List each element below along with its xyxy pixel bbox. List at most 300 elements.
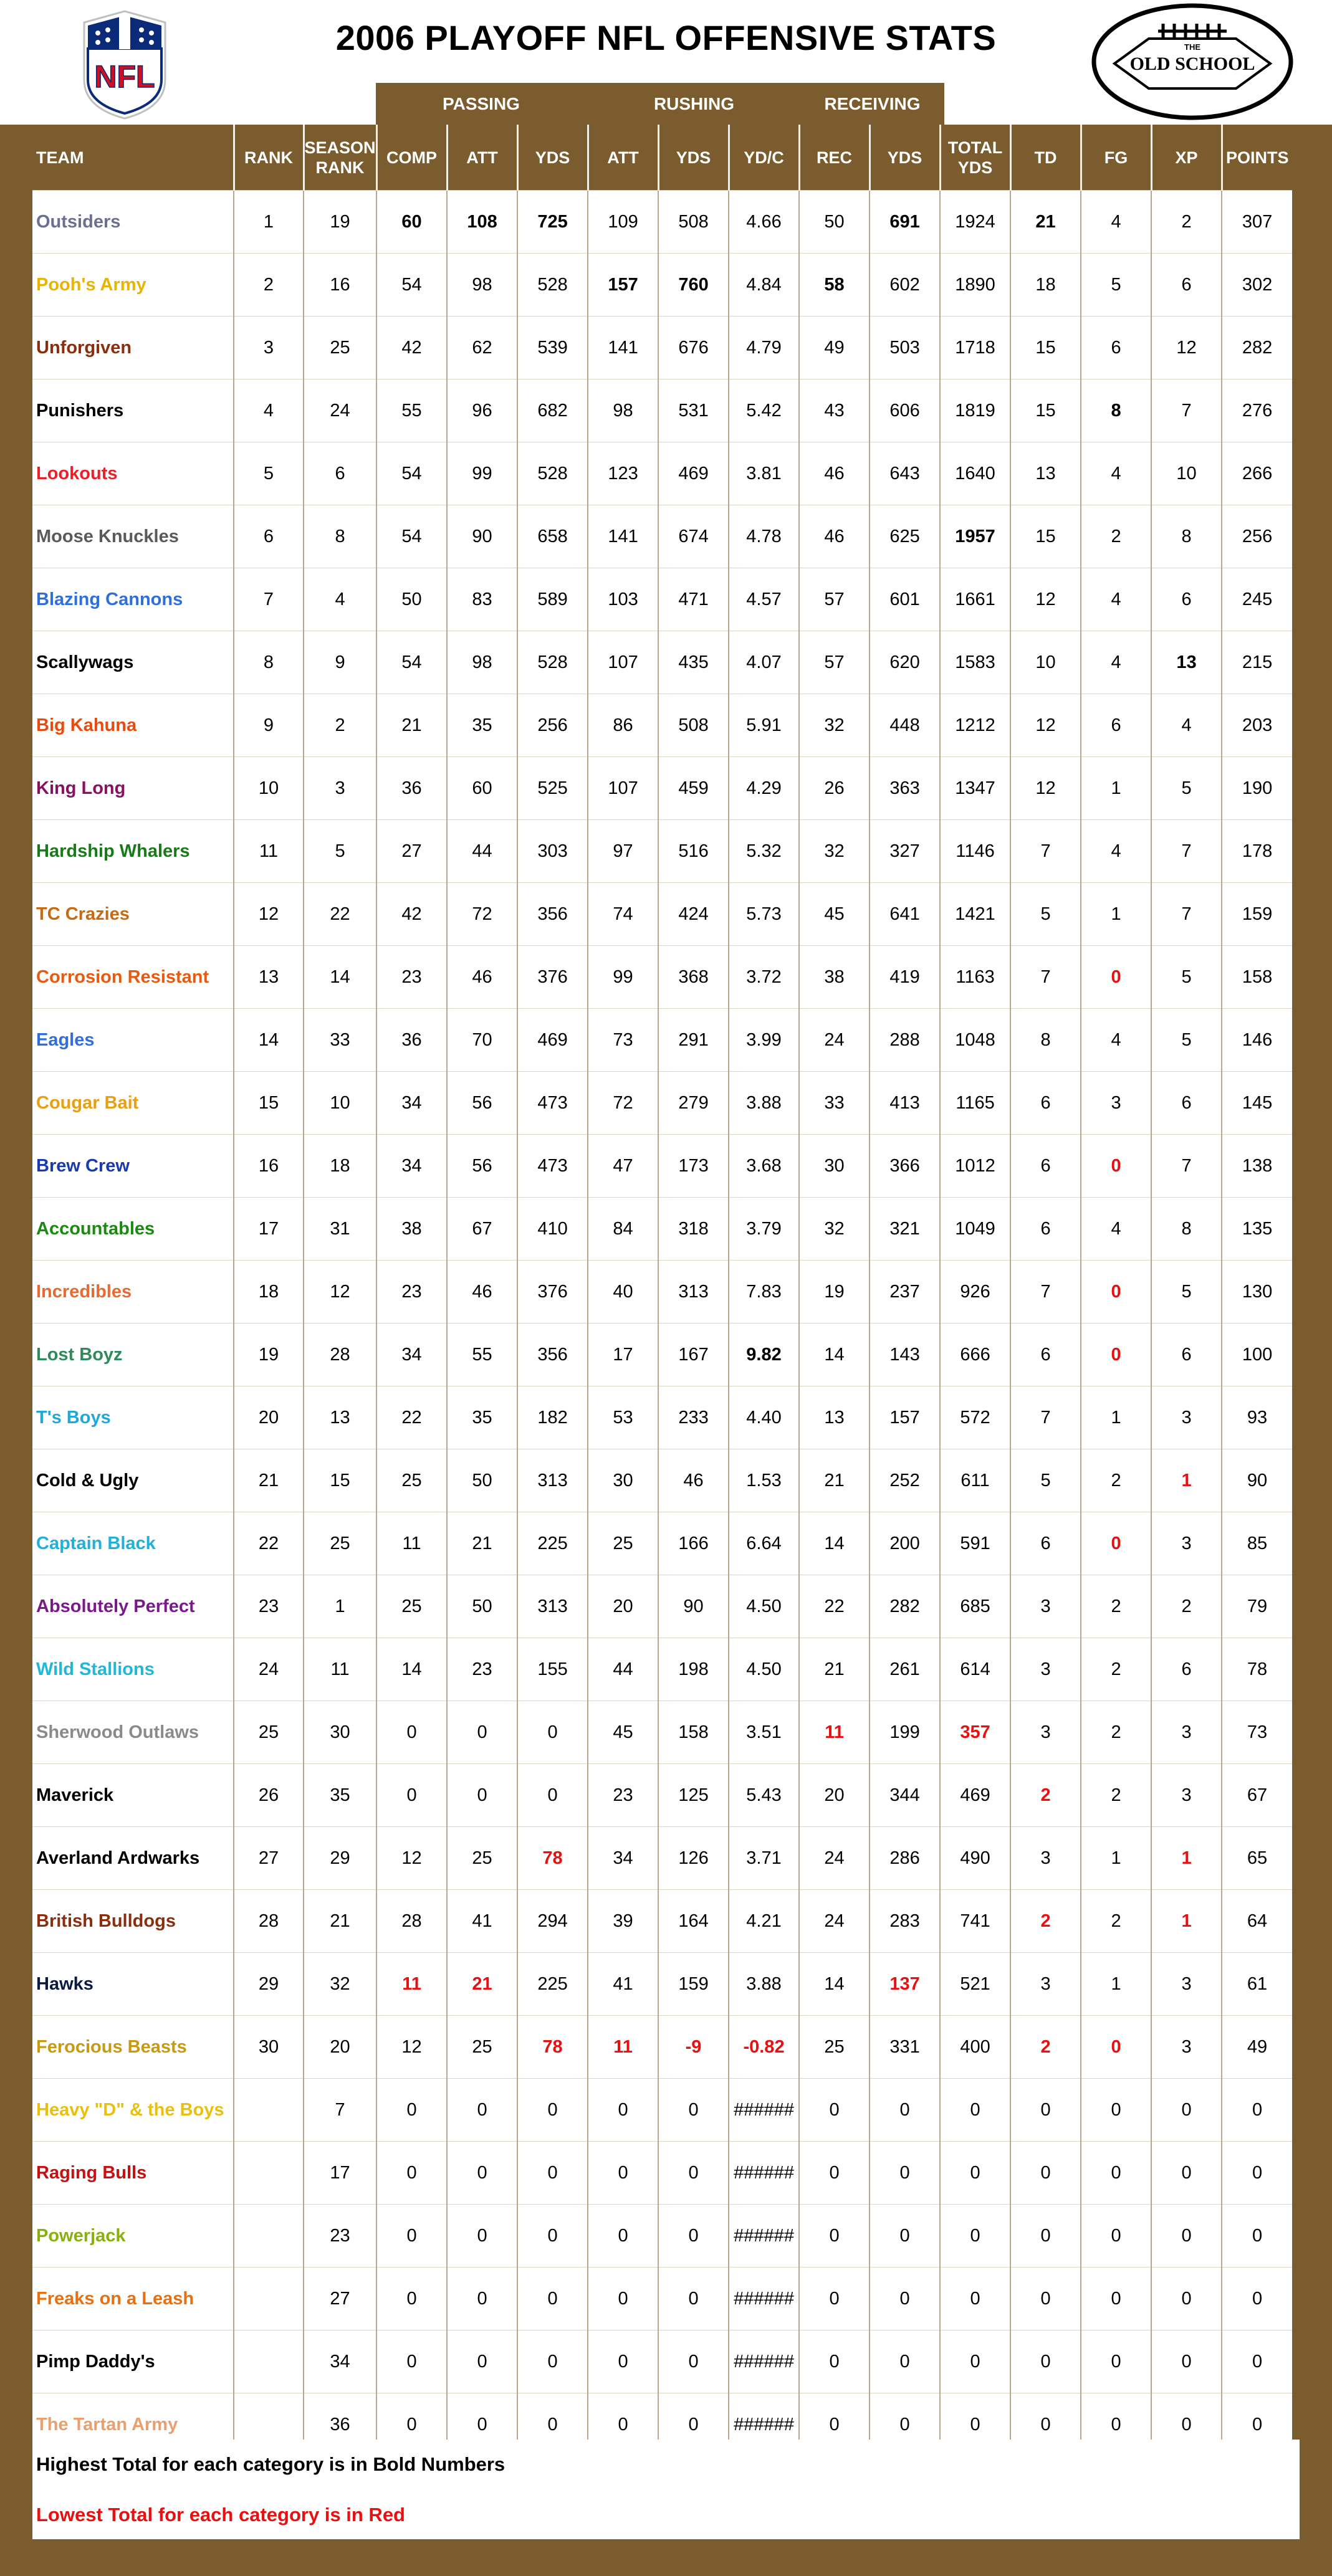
cell-rec: 21	[799, 1638, 870, 1701]
cell-yd-per-carry: 7.83	[729, 1261, 799, 1324]
table-row	[32, 442, 1292, 505]
cell-rush-yds: 313	[658, 1261, 729, 1324]
cell-rush-att: 0	[588, 2393, 658, 2456]
cell-season-rank: 22	[304, 883, 376, 946]
team-name: Brew Crew	[32, 1135, 234, 1198]
cell-total-yds: 1583	[940, 631, 1010, 694]
cell-comp: 60	[376, 191, 447, 254]
cell-comp: 0	[376, 2268, 447, 2330]
cell-rank: 2	[234, 254, 304, 317]
cell-points: 245	[1222, 568, 1292, 631]
cell-xp: 8	[1151, 1198, 1222, 1261]
cell-season-rank: 12	[304, 1261, 376, 1324]
cell-rush-att: 17	[588, 1324, 658, 1386]
cell-rec: 24	[799, 1890, 870, 1953]
cell-td: 7	[1010, 1386, 1081, 1449]
cell-rush-yds: 676	[658, 317, 729, 379]
cell-pass-att: 98	[447, 254, 517, 317]
table-row	[32, 1638, 1292, 1701]
cell-points: 302	[1222, 254, 1292, 317]
cell-rec-yds: 327	[870, 820, 940, 883]
cell-td: 7	[1010, 820, 1081, 883]
cell-fg: 2	[1081, 1890, 1151, 1953]
nfl-logo-text: NFL	[94, 59, 155, 94]
cell-rec: 30	[799, 1135, 870, 1198]
cell-rank	[234, 2142, 304, 2205]
cell-season-rank: 10	[304, 1072, 376, 1135]
cell-season-rank: 3	[304, 757, 376, 820]
cell-total-yds: 1212	[940, 694, 1010, 757]
team-name: T's Boys	[32, 1386, 234, 1449]
team-name: Scallywags	[32, 631, 234, 694]
cell-pass-yds: 376	[517, 1261, 588, 1324]
cell-pass-yds: 528	[517, 442, 588, 505]
cell-rec: 0	[799, 2393, 870, 2456]
cell-xp: 0	[1151, 2268, 1222, 2330]
cell-comp: 0	[376, 2393, 447, 2456]
cell-rank: 5	[234, 442, 304, 505]
cell-pass-yds: 473	[517, 1135, 588, 1198]
team-name: Blazing Cannons	[32, 568, 234, 631]
cell-rush-att: 72	[588, 1072, 658, 1135]
cell-comp: 0	[376, 2142, 447, 2205]
cell-fg: 4	[1081, 820, 1151, 883]
table-row	[32, 2205, 1292, 2268]
cell-td: 7	[1010, 1261, 1081, 1324]
cell-rec-yds: 0	[870, 2079, 940, 2142]
cell-xp: 1	[1151, 1827, 1222, 1890]
cell-rec: 24	[799, 1009, 870, 1072]
cell-rec: 50	[799, 191, 870, 254]
cell-fg: 1	[1081, 757, 1151, 820]
cell-rec: 32	[799, 694, 870, 757]
cell-xp: 2	[1151, 1575, 1222, 1638]
cell-rec: 32	[799, 820, 870, 883]
cell-fg: 0	[1081, 2205, 1151, 2268]
cell-total-yds: 357	[940, 1701, 1010, 1764]
team-name: Hawks	[32, 1953, 234, 2016]
cell-rush-att: 40	[588, 1261, 658, 1324]
cell-yd-per-carry: 4.50	[729, 1638, 799, 1701]
cell-rush-att: 41	[588, 1953, 658, 2016]
cell-rush-yds: 90	[658, 1575, 729, 1638]
cell-total-yds: 1421	[940, 883, 1010, 946]
cell-rec-yds: 0	[870, 2205, 940, 2268]
team-name: Hardship Whalers	[32, 820, 234, 883]
team-name: Pooh's Army	[32, 254, 234, 317]
cell-season-rank: 13	[304, 1386, 376, 1449]
cell-rec-yds: 0	[870, 2268, 940, 2330]
cell-td: 2	[1010, 2016, 1081, 2079]
team-name: Corrosion Resistant	[32, 946, 234, 1009]
cell-total-yds: 1163	[940, 946, 1010, 1009]
team-name: Maverick	[32, 1764, 234, 1827]
cell-fg: 0	[1081, 946, 1151, 1009]
cell-pass-yds: 0	[517, 2142, 588, 2205]
cell-pass-yds: 0	[517, 2079, 588, 2142]
cell-rec: 14	[799, 1953, 870, 2016]
team-name: Big Kahuna	[32, 694, 234, 757]
cell-rush-att: 20	[588, 1575, 658, 1638]
cell-rush-att: 0	[588, 2268, 658, 2330]
team-name: Captain Black	[32, 1512, 234, 1575]
cell-pass-att: 60	[447, 757, 517, 820]
cell-comp: 42	[376, 317, 447, 379]
cell-rank: 10	[234, 757, 304, 820]
cell-rec-yds: 283	[870, 1890, 940, 1953]
cell-pass-att: 0	[447, 2142, 517, 2205]
cell-points: 146	[1222, 1009, 1292, 1072]
cell-td: 15	[1010, 317, 1081, 379]
cell-rush-att: 44	[588, 1638, 658, 1701]
cell-pass-att: 50	[447, 1449, 517, 1512]
cell-comp: 21	[376, 694, 447, 757]
cell-rec-yds: 0	[870, 2393, 940, 2456]
cell-td: 10	[1010, 631, 1081, 694]
cell-td: 7	[1010, 946, 1081, 1009]
team-name: Powerjack	[32, 2205, 234, 2268]
cell-rec-yds: 200	[870, 1512, 940, 1575]
cell-rank: 30	[234, 2016, 304, 2079]
cell-xp: 4	[1151, 694, 1222, 757]
cell-season-rank: 25	[304, 1512, 376, 1575]
cell-total-yds: 926	[940, 1261, 1010, 1324]
cell-total-yds: 1165	[940, 1072, 1010, 1135]
cell-pass-yds: 469	[517, 1009, 588, 1072]
cell-td: 6	[1010, 1072, 1081, 1135]
cell-xp: 5	[1151, 1009, 1222, 1072]
table-row	[32, 568, 1292, 631]
cell-season-rank: 21	[304, 1890, 376, 1953]
table-row	[32, 820, 1292, 883]
cell-rank: 19	[234, 1324, 304, 1386]
cell-points: 0	[1222, 2268, 1292, 2330]
old-school-football-logo	[1090, 1, 1295, 123]
cell-rush-yds: 159	[658, 1953, 729, 2016]
cell-yd-per-carry: 3.71	[729, 1827, 799, 1890]
cell-comp: 34	[376, 1072, 447, 1135]
cell-rec: 38	[799, 946, 870, 1009]
cell-total-yds: 1661	[940, 568, 1010, 631]
cell-total-yds: 400	[940, 2016, 1010, 2079]
team-name: Raging Bulls	[32, 2142, 234, 2205]
cell-xp: 6	[1151, 254, 1222, 317]
cell-rank: 26	[234, 1764, 304, 1827]
cell-pass-yds: 155	[517, 1638, 588, 1701]
cell-comp: 36	[376, 757, 447, 820]
cell-total-yds: 685	[940, 1575, 1010, 1638]
cell-rush-yds: 233	[658, 1386, 729, 1449]
old-school-logo-top-text: THE	[1184, 42, 1200, 52]
team-name: Ferocious Beasts	[32, 2016, 234, 2079]
cell-rush-att: 0	[588, 2142, 658, 2205]
cell-rush-yds: 158	[658, 1701, 729, 1764]
cell-rank: 18	[234, 1261, 304, 1324]
cell-pass-att: 0	[447, 2205, 517, 2268]
cell-pass-att: 83	[447, 568, 517, 631]
cell-yd-per-carry: 3.68	[729, 1135, 799, 1198]
cell-td: 12	[1010, 568, 1081, 631]
cell-yd-per-carry: 1.53	[729, 1449, 799, 1512]
cell-pass-att: 23	[447, 1638, 517, 1701]
cell-pass-att: 0	[447, 2268, 517, 2330]
cell-season-rank: 20	[304, 2016, 376, 2079]
cell-pass-yds: 356	[517, 1324, 588, 1386]
cell-pass-yds: 78	[517, 1827, 588, 1890]
legend-red-note: Lowest Total for each category is in Red	[36, 2504, 405, 2526]
cell-total-yds: 490	[940, 1827, 1010, 1890]
cell-total-yds: 1890	[940, 254, 1010, 317]
cell-season-rank: 18	[304, 1135, 376, 1198]
cell-fg: 4	[1081, 191, 1151, 254]
cell-rush-att: 107	[588, 757, 658, 820]
cell-rec: 33	[799, 1072, 870, 1135]
cell-rush-att: 97	[588, 820, 658, 883]
cell-rank: 4	[234, 379, 304, 442]
cell-total-yds: 1048	[940, 1009, 1010, 1072]
cell-rush-yds: 424	[658, 883, 729, 946]
column-header-team: TEAM	[32, 125, 234, 191]
cell-rec: 11	[799, 1701, 870, 1764]
cell-rec-yds: 252	[870, 1449, 940, 1512]
cell-rec: 0	[799, 2330, 870, 2393]
team-name: Sherwood Outlaws	[32, 1701, 234, 1764]
cell-comp: 25	[376, 1575, 447, 1638]
cell-rec: 24	[799, 1827, 870, 1890]
column-header-rec-yds: YDS	[870, 125, 940, 191]
table-row	[32, 1386, 1292, 1449]
cell-td: 21	[1010, 191, 1081, 254]
cell-xp: 3	[1151, 1764, 1222, 1827]
group-header-receiving: RECEIVING	[824, 93, 921, 113]
page-title: 2006 PLAYOFF NFL OFFENSIVE STATS	[335, 18, 997, 57]
cell-season-rank: 1	[304, 1575, 376, 1638]
cell-pass-yds: 539	[517, 317, 588, 379]
cell-yd-per-carry: 6.64	[729, 1512, 799, 1575]
cell-td: 15	[1010, 505, 1081, 568]
cell-rec: 0	[799, 2079, 870, 2142]
cell-fg: 0	[1081, 2330, 1151, 2393]
cell-rec-yds: 641	[870, 883, 940, 946]
team-name: TC Crazies	[32, 883, 234, 946]
cell-rush-att: 0	[588, 2079, 658, 2142]
cell-rec-yds: 261	[870, 1638, 940, 1701]
cell-yd-per-carry: 4.40	[729, 1386, 799, 1449]
cell-rush-att: 103	[588, 568, 658, 631]
cell-xp: 10	[1151, 442, 1222, 505]
cell-points: 159	[1222, 883, 1292, 946]
cell-fg: 4	[1081, 1198, 1151, 1261]
cell-total-yds: 1957	[940, 505, 1010, 568]
cell-pass-att: 0	[447, 2330, 517, 2393]
table-row	[32, 1764, 1292, 1827]
table-row	[32, 1072, 1292, 1135]
column-header-td: TD	[1010, 125, 1081, 191]
cell-total-yds: 469	[940, 1764, 1010, 1827]
cell-td: 0	[1010, 2330, 1081, 2393]
cell-rec: 43	[799, 379, 870, 442]
cell-comp: 34	[376, 1324, 447, 1386]
cell-fg: 4	[1081, 631, 1151, 694]
cell-pass-yds: 0	[517, 2393, 588, 2456]
cell-rush-att: 74	[588, 883, 658, 946]
cell-td: 5	[1010, 883, 1081, 946]
cell-yd-per-carry: ######	[729, 2393, 799, 2456]
cell-rec-yds: 625	[870, 505, 940, 568]
cell-xp: 5	[1151, 757, 1222, 820]
column-header-total-yds: TOTAL YDS	[940, 125, 1010, 191]
cell-rank: 27	[234, 1827, 304, 1890]
cell-season-rank: 6	[304, 442, 376, 505]
cell-rank: 17	[234, 1198, 304, 1261]
cell-season-rank: 23	[304, 2205, 376, 2268]
cell-td: 15	[1010, 379, 1081, 442]
cell-rec-yds: 620	[870, 631, 940, 694]
group-header-passing: PASSING	[443, 93, 520, 113]
group-header-rushing: RUSHING	[653, 93, 735, 113]
cell-total-yds: 1012	[940, 1135, 1010, 1198]
cell-rec-yds: 0	[870, 2330, 940, 2393]
cell-yd-per-carry: 4.50	[729, 1575, 799, 1638]
cell-pass-att: 46	[447, 1261, 517, 1324]
legend-box	[32, 2440, 1300, 2539]
cell-xp: 3	[1151, 1512, 1222, 1575]
cell-yd-per-carry: 4.07	[729, 631, 799, 694]
cell-fg: 4	[1081, 442, 1151, 505]
cell-rec-yds: 157	[870, 1386, 940, 1449]
cell-rank: 25	[234, 1701, 304, 1764]
cell-rank	[234, 2205, 304, 2268]
cell-rec-yds: 344	[870, 1764, 940, 1827]
cell-xp: 6	[1151, 1638, 1222, 1701]
table-row	[32, 1449, 1292, 1512]
cell-season-rank: 9	[304, 631, 376, 694]
team-name: King Long	[32, 757, 234, 820]
cell-total-yds: 1347	[940, 757, 1010, 820]
cell-xp: 7	[1151, 1135, 1222, 1198]
column-header-rec: REC	[799, 125, 870, 191]
cell-xp: 5	[1151, 946, 1222, 1009]
table-row	[32, 694, 1292, 757]
cell-season-rank: 35	[304, 1764, 376, 1827]
cell-points: 130	[1222, 1261, 1292, 1324]
cell-rush-yds: 435	[658, 631, 729, 694]
cell-fg: 4	[1081, 1009, 1151, 1072]
cell-rush-yds: 469	[658, 442, 729, 505]
cell-comp: 36	[376, 1009, 447, 1072]
cell-season-rank: 2	[304, 694, 376, 757]
cell-yd-per-carry: 4.79	[729, 317, 799, 379]
cell-rec: 32	[799, 1198, 870, 1261]
cell-yd-per-carry: 3.99	[729, 1009, 799, 1072]
cell-total-yds: 611	[940, 1449, 1010, 1512]
cell-xp: 1	[1151, 1449, 1222, 1512]
cell-rec-yds: 419	[870, 946, 940, 1009]
cell-rec-yds: 448	[870, 694, 940, 757]
cell-xp: 3	[1151, 1953, 1222, 2016]
cell-xp: 7	[1151, 379, 1222, 442]
cell-rank: 12	[234, 883, 304, 946]
cell-rec: 49	[799, 317, 870, 379]
table-row	[32, 191, 1292, 254]
cell-comp: 54	[376, 631, 447, 694]
cell-total-yds: 572	[940, 1386, 1010, 1449]
cell-pass-att: 70	[447, 1009, 517, 1072]
column-header-season-rank: SEASON RANK	[304, 125, 376, 191]
cell-rec-yds: 602	[870, 254, 940, 317]
cell-pass-yds: 589	[517, 568, 588, 631]
cell-pass-yds: 256	[517, 694, 588, 757]
cell-comp: 0	[376, 1701, 447, 1764]
cell-season-rank: 30	[304, 1701, 376, 1764]
column-header-rush-yds: YDS	[658, 125, 729, 191]
cell-rec: 57	[799, 631, 870, 694]
cell-pass-yds: 356	[517, 883, 588, 946]
cell-pass-att: 0	[447, 2393, 517, 2456]
cell-rush-att: 141	[588, 505, 658, 568]
table-row	[32, 1261, 1292, 1324]
cell-xp: 0	[1151, 2142, 1222, 2205]
cell-points: 135	[1222, 1198, 1292, 1261]
cell-rush-yds: 368	[658, 946, 729, 1009]
cell-rank	[234, 2079, 304, 2142]
cell-yd-per-carry: 5.42	[729, 379, 799, 442]
cell-pass-att: 98	[447, 631, 517, 694]
cell-rec: 21	[799, 1449, 870, 1512]
cell-rush-yds: 0	[658, 2079, 729, 2142]
cell-points: 67	[1222, 1764, 1292, 1827]
team-name: Wild Stallions	[32, 1638, 234, 1701]
cell-comp: 0	[376, 2205, 447, 2268]
cell-season-rank: 25	[304, 317, 376, 379]
cell-pass-att: 0	[447, 2079, 517, 2142]
cell-rec-yds: 601	[870, 568, 940, 631]
cell-pass-yds: 0	[517, 1764, 588, 1827]
cell-rank: 9	[234, 694, 304, 757]
cell-points: 100	[1222, 1324, 1292, 1386]
cell-fg: 0	[1081, 2268, 1151, 2330]
cell-season-rank: 17	[304, 2142, 376, 2205]
cell-xp: 0	[1151, 2393, 1222, 2456]
cell-rec: 58	[799, 254, 870, 317]
cell-td: 5	[1010, 1449, 1081, 1512]
cell-rec: 46	[799, 505, 870, 568]
team-name: Eagles	[32, 1009, 234, 1072]
table-row	[32, 757, 1292, 820]
cell-fg: 8	[1081, 379, 1151, 442]
cell-xp: 3	[1151, 2016, 1222, 2079]
cell-points: 138	[1222, 1135, 1292, 1198]
table-row	[32, 1575, 1292, 1638]
cell-comp: 54	[376, 254, 447, 317]
cell-pass-yds: 473	[517, 1072, 588, 1135]
cell-fg: 3	[1081, 1072, 1151, 1135]
cell-td: 12	[1010, 757, 1081, 820]
cell-rush-yds: 167	[658, 1324, 729, 1386]
cell-rush-att: 0	[588, 2205, 658, 2268]
cell-comp: 28	[376, 1890, 447, 1953]
cell-td: 0	[1010, 2079, 1081, 2142]
cell-rush-yds: 760	[658, 254, 729, 317]
cell-rec: 14	[799, 1324, 870, 1386]
cell-yd-per-carry: 9.82	[729, 1324, 799, 1386]
cell-comp: 22	[376, 1386, 447, 1449]
cell-rec-yds: 288	[870, 1009, 940, 1072]
cell-td: 2	[1010, 1764, 1081, 1827]
cell-rec: 13	[799, 1386, 870, 1449]
cell-fg: 4	[1081, 568, 1151, 631]
cell-rec-yds: 503	[870, 317, 940, 379]
